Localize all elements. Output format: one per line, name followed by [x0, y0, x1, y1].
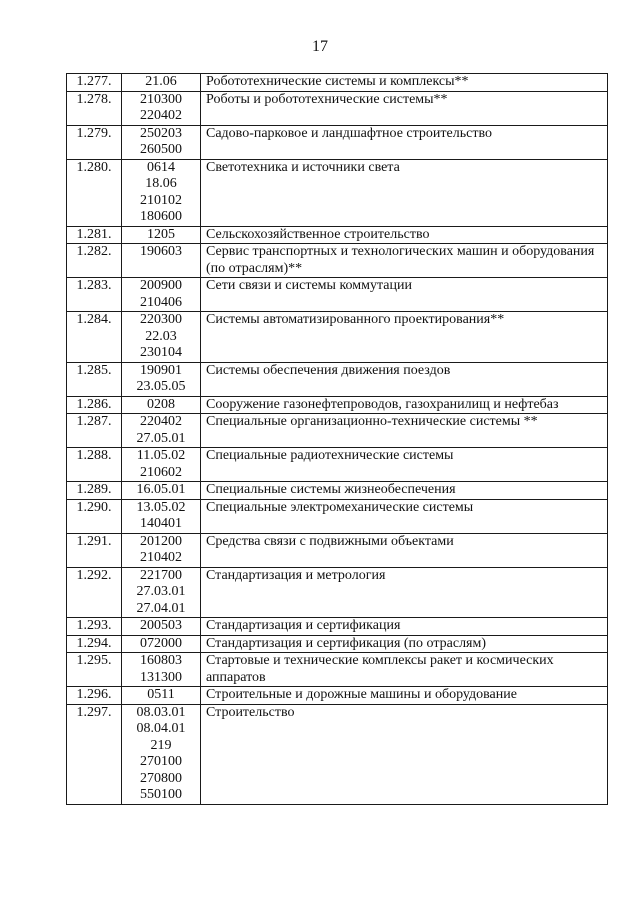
table-row: [67, 74, 608, 92]
specialty-name: Стартовые и технические комплексы ракет и космических аппаратов: [201, 653, 608, 687]
specialty-codes: [122, 704, 201, 804]
row-number: 1.295.: [67, 653, 122, 687]
specialty-code: 270800: [140, 770, 182, 786]
specialty-codes: [122, 567, 201, 618]
specialty-name: Сооружение газонефтепроводов, газохранилищ и нефтебаз: [201, 396, 608, 414]
specialty-codes: [122, 244, 201, 278]
specialty-name: Садово-парковое и ландшафтное строительство: [201, 125, 608, 159]
table-row: [67, 125, 608, 159]
specialty-codes: [122, 533, 201, 567]
specialty-code: 210300: [140, 91, 182, 107]
specialty-code: 230104: [140, 345, 182, 360]
specialty-code: 0208: [147, 396, 175, 412]
specialty-codes: [122, 159, 201, 226]
row-number: 1.294.: [67, 635, 122, 653]
row-number: 1.289.: [67, 482, 122, 500]
specialty-code: 210402: [140, 550, 182, 565]
specialty-code: 270100: [140, 754, 182, 769]
row-number: 1.290.: [67, 499, 122, 533]
specialty-code: 190603: [140, 244, 182, 259]
specialty-code: 22.03: [145, 328, 177, 344]
specialty-name: Роботы и робототехнические системы**: [201, 91, 608, 125]
row-number: 1.286.: [67, 396, 122, 414]
specialty-codes: [122, 482, 201, 500]
row-number: 1.277.: [67, 74, 122, 92]
specialty-code: 21.06: [145, 74, 177, 89]
specialty-code: 220402: [140, 108, 182, 123]
row-number: 1.282.: [67, 244, 122, 278]
specialty-codes: [122, 618, 201, 636]
specialty-name: Строительные и дорожные машины и оборудование: [201, 687, 608, 705]
specialty-code: 221700: [140, 567, 182, 583]
specialty-code: 0614: [147, 159, 175, 175]
row-number: 1.292.: [67, 567, 122, 618]
table-row: [67, 244, 608, 278]
specialty-code: 11.05.02: [136, 448, 186, 463]
specialty-name: Специальные электромеханические системы: [201, 499, 608, 533]
specialty-codes: [122, 414, 201, 448]
specialty-codes: [122, 91, 201, 125]
table-row: [67, 687, 608, 705]
specialty-code: 23.05.05: [136, 379, 186, 394]
specialty-name: Системы автоматизированного проектирования**: [201, 312, 608, 363]
table-row: [67, 704, 608, 804]
specialty-code: 219: [150, 737, 172, 753]
specialty-code: 27.05.01: [136, 430, 186, 446]
specialty-code: 550100: [140, 787, 182, 802]
specialty-name: Системы обеспечения движения поездов: [201, 362, 608, 396]
specialty-code: 08.03.01: [136, 704, 186, 720]
specialty-code: 072000: [140, 635, 182, 651]
table-row: [67, 635, 608, 653]
specialties-table: [66, 73, 608, 805]
specialty-code: 250203: [140, 125, 182, 141]
specialty-code: 08.04.01: [136, 721, 186, 736]
specialty-name: Стандартизация и метрология: [201, 567, 608, 618]
table-row: [67, 414, 608, 448]
specialty-codes: [122, 653, 201, 687]
page-number: 17: [312, 38, 328, 55]
table-row: [67, 226, 608, 244]
specialty-codes: [122, 499, 201, 533]
specialty-codes: [122, 362, 201, 396]
table-row: [67, 482, 608, 500]
row-number: 1.291.: [67, 533, 122, 567]
specialty-codes: [122, 396, 201, 414]
specialty-code: 16.05.01: [136, 482, 186, 497]
specialty-code: 210406: [140, 294, 182, 310]
specialty-code: 220300: [140, 312, 182, 327]
specialty-code: 0511: [147, 687, 175, 702]
row-number: 1.285.: [67, 362, 122, 396]
table-row: [67, 312, 608, 363]
row-number: 1.280.: [67, 159, 122, 226]
row-number: 1.279.: [67, 125, 122, 159]
specialty-codes: [122, 635, 201, 653]
specialty-codes: [122, 278, 201, 312]
specialty-code: 260500: [140, 142, 182, 157]
specialty-code: 131300: [140, 669, 182, 685]
specialty-name: Специальные системы жизнеобеспечения: [201, 482, 608, 500]
row-number: 1.288.: [67, 448, 122, 482]
table-row: [67, 567, 608, 618]
specialty-code: 18.06: [145, 176, 177, 191]
specialty-code: 220402: [140, 414, 182, 429]
specialty-name: Сети связи и системы коммутации: [201, 278, 608, 312]
specialty-code: 160803: [140, 653, 182, 668]
specialty-codes: [122, 312, 201, 363]
specialty-codes: [122, 687, 201, 705]
specialty-code: 27.04.01: [136, 600, 186, 616]
specialty-name: Стандартизация и сертификация: [201, 618, 608, 636]
table-row: [67, 362, 608, 396]
row-number: 1.296.: [67, 687, 122, 705]
row-number: 1.281.: [67, 226, 122, 244]
specialty-codes: [122, 226, 201, 244]
row-number: 1.283.: [67, 278, 122, 312]
specialty-name: Светотехника и источники света: [201, 159, 608, 226]
specialty-code: 200503: [140, 618, 182, 633]
table-row: [67, 448, 608, 482]
specialty-name: Специальные организационно-технические системы **: [201, 414, 608, 448]
specialty-codes: [122, 448, 201, 482]
specialty-code: 210102: [140, 192, 182, 208]
specialty-codes: [122, 74, 201, 92]
specialty-code: 140401: [140, 516, 182, 531]
specialty-name: Стандартизация и сертификация (по отраслям): [201, 635, 608, 653]
table-row: [67, 396, 608, 414]
specialty-code: 13.05.02: [136, 499, 186, 515]
table-row: [67, 159, 608, 226]
specialty-code: 180600: [140, 209, 182, 224]
table-row: [67, 91, 608, 125]
table-body: [67, 74, 608, 805]
specialty-code: 200900: [140, 278, 182, 293]
specialty-name: Средства связи с подвижными объектами: [201, 533, 608, 567]
table-row: [67, 278, 608, 312]
table-row: [67, 618, 608, 636]
specialty-name: Сервис транспортных и технологических машин и оборудования (по отраслям)**: [201, 244, 608, 278]
specialty-code: 201200: [140, 533, 182, 549]
row-number: 1.278.: [67, 91, 122, 125]
row-number: 1.297.: [67, 704, 122, 804]
specialty-name: Специальные радиотехнические системы: [201, 448, 608, 482]
specialty-code: 27.03.01: [136, 584, 186, 599]
row-number: 1.284.: [67, 312, 122, 363]
specialty-name: Строительство: [201, 704, 608, 804]
table-row: [67, 533, 608, 567]
specialty-codes: [122, 125, 201, 159]
specialty-code: 1205: [147, 226, 175, 242]
row-number: 1.293.: [67, 618, 122, 636]
specialty-name: Робототехнические системы и комплексы**: [201, 74, 608, 92]
specialty-code: 190901: [140, 362, 182, 378]
table-row: [67, 499, 608, 533]
row-number: 1.287.: [67, 414, 122, 448]
specialty-name: Сельскохозяйственное строительство: [201, 226, 608, 244]
specialty-code: 210602: [140, 464, 182, 480]
table-row: [67, 653, 608, 687]
